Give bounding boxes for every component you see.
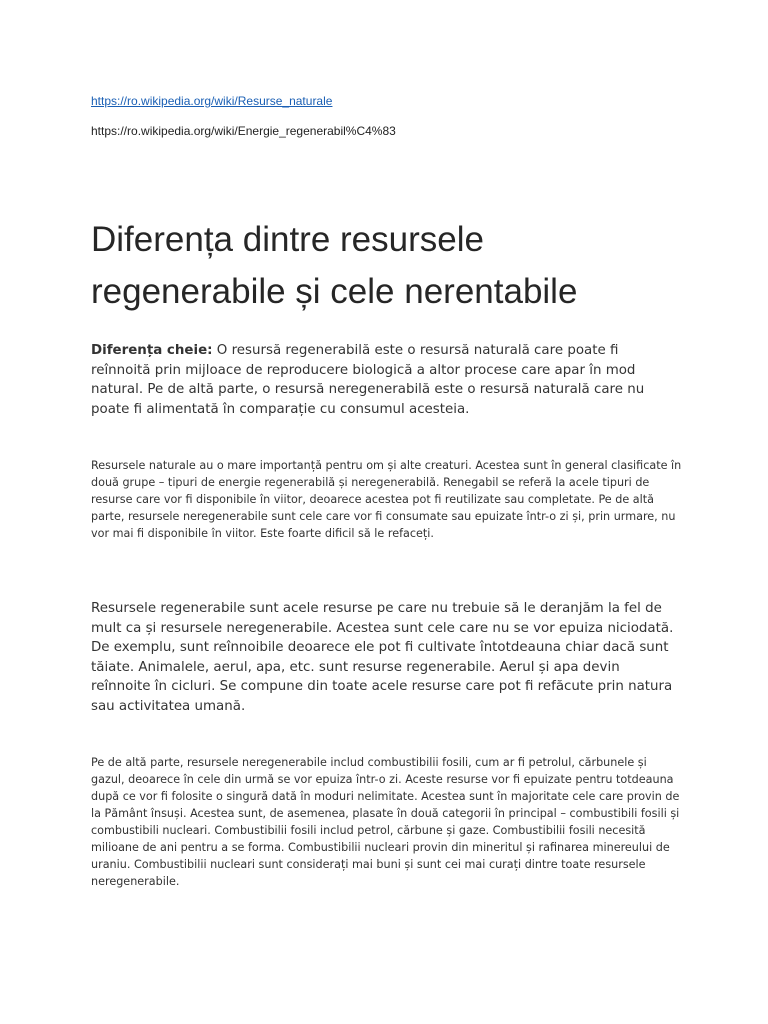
wikipedia-url-energie-regenerabila: https://ro.wikipedia.org/wiki/Energie_regenerabil%C4%83	[91, 124, 396, 138]
intro-paragraph: Resursele naturale au o mare importanță pentru om și alte creaturi. Acestea sunt în general clasificate în două grupe – tipuri de energie regenerabilă și neregenerabilă. Renegabil se referă la acele tipuri de resurse care vor fi disponibile în viitor, deoarece acestea pot fi reutilizate sau completate. Pe de altă parte, resursele neregenerabile sunt cele care vor fi consumate sau epuizate într-o zi și, prin urmare, nu vor mai fi disponibile în viitor. Este foarte dificil să le refaceți.	[91, 459, 682, 540]
key-difference-text: O resursă regenerabilă este o resursă naturală care poate fi reînnoită prin mijloace de reproducere biologică a altor procese care apar în mod natural. Pe de altă parte, o resursă neregenerabilă este o resursă naturală care nu poate fi alimentată în comparație cu consumul acesteia.	[91, 343, 645, 417]
nonrenewable-paragraph: Pe de altă parte, resursele neregenerabile includ combustibilii fosili, cum ar fi petrolul, cărbunele și gazul, deoarece în cele din urmă se vor epuiza într-o zi. Aceste resurse vor fi epuizate pentru totdeauna după ce vor fi folosite o singură dată în moduri nelimitate. Acestea sunt în majoritate cele care provin de la Pământ însuși. Acestea sunt, de asemenea, plasate în două categorii în principal – combustibili fosili și combustibili nucleari. Combustibilii fosili includ petrol, cărbune și gaze. Combustibilii fosili necesită milioane de ani pentru a se forma. Combustibilii nucleari provin din mineritul și rafinarea minereului de uraniu. Combustibilii nucleari sunt considerați mai buni și sunt cei mai curați dintre toate resursele neregenerabile.	[91, 756, 680, 888]
article-title: Diferența dintre resursele regenerabile și cele nerentabile	[91, 220, 578, 311]
wikipedia-link-resurse-naturale[interactable]: https://ro.wikipedia.org/wiki/Resurse_naturale	[91, 94, 333, 108]
key-difference-label: Diferența cheie:	[91, 343, 213, 358]
key-difference-paragraph	[91, 341, 656, 419]
renewable-paragraph: Resursele regenerabile sunt acele resurse pe care nu trebuie să le deranjăm la fel de mult ca și resursele neregenerabile. Acestea sunt cele care nu se vor epuiza niciodată. De exemplu, sunt reînnoibile deoarece ele pot fi cultivate întotdeauna chiar dacă sunt tăiate. Animalele, aerul, apa, etc. sunt resurse regenerabile. Aerul și apa devin reînnoite în cicluri. Se compune din toate acele resurse care pot fi refăcute prin natura sau activitatea umană.	[91, 601, 674, 714]
